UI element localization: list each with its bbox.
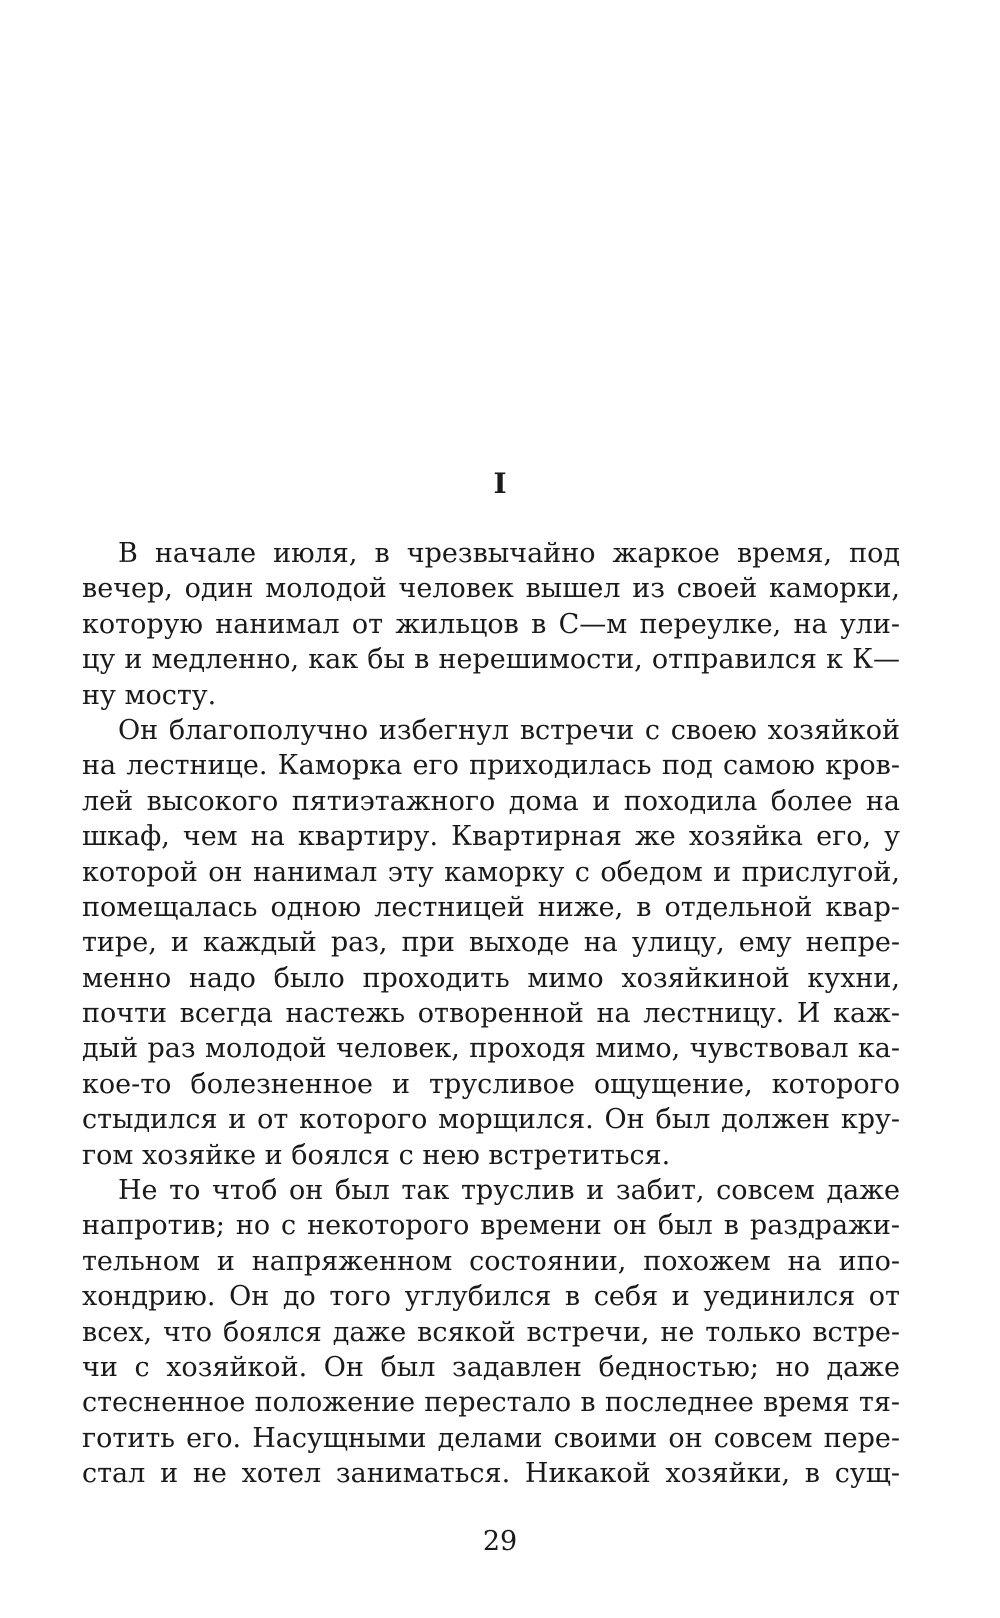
text-line: почти всегда настежь отворенной на лестницу. И каж-	[82, 998, 900, 1030]
text-line: лей высокого пятиэтажного дома и походила более на	[82, 785, 900, 817]
text-line: которую нанимал от жильцов в С—м переулке, на ули-	[82, 608, 900, 640]
text-line: тельном и напряженном состоянии, похожем на ипо-	[82, 1245, 900, 1277]
body-text	[82, 536, 900, 1492]
text-line: на лестнице. Каморка его приходилась под самою кров-	[82, 750, 900, 782]
text-line: всех, что боялся даже всякой встречи, не только встре-	[82, 1316, 900, 1348]
chapter-number: I	[493, 467, 507, 500]
text-line: Он благополучно избегнул встречи с своею хозяйкой	[118, 714, 900, 746]
text-line: менно надо было проходить мимо хозяйкиной кухни,	[82, 962, 900, 994]
text-line: В начале июля, в чрезвычайно жаркое время, под	[118, 538, 900, 569]
text-line: кое-то болезненное и трусливое ощущение, которого	[82, 1068, 900, 1100]
text-line: вечер, один молодой человек вышел из своей каморки,	[82, 573, 900, 605]
page-number: 29	[482, 1526, 518, 1557]
text-line: шкаф, чем на квартиру. Квартирная же хозяйка его, у	[82, 821, 900, 853]
text-line: которой он нанимал эту каморку с обедом и прислугой,	[82, 856, 900, 888]
text-line: хондрию. Он до того углубился в себя и уединился от	[82, 1281, 900, 1313]
text-line: стыдился и от которого морщился. Он был должен кру-	[82, 1104, 900, 1136]
text-line: дый раз молодой человек, проходя мимо, чувствовал ка-	[82, 1033, 900, 1065]
text-line: Не то чтоб он был так труслив и забит, совсем даже	[118, 1175, 900, 1207]
text-line: готить его. Насущными делами своими он совсем пере-	[82, 1422, 900, 1454]
text-line: помещалась одною лестницей ниже, в отдельной квар-	[82, 891, 900, 923]
text-line: гом хозяйке и боялся с нею встретиться.	[82, 1139, 671, 1171]
text-line: ну мосту.	[82, 679, 217, 711]
text-line: цу и медленно, как бы в нерешимости, отправился к К—	[82, 644, 900, 676]
text-line: стесненное положение перестало в последнее время тя-	[82, 1387, 900, 1419]
text-line: напротив; но с некоторого времени он был в раздражи-	[82, 1210, 900, 1242]
text-line: чи с хозяйкой. Он был задавлен бедностью; но даже	[82, 1351, 900, 1383]
text-line: тире, и каждый раз, при выходе на улицу, ему непре-	[82, 927, 900, 959]
text-line: стал и не хотел заниматься. Никакой хозяйки, в сущ-	[82, 1458, 900, 1490]
